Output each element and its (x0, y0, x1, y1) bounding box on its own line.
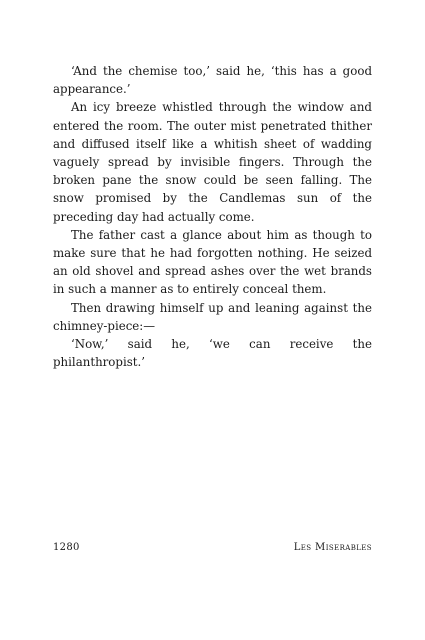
body-text (53, 62, 372, 371)
paragraph-5: ‘Now,’ said he, ‘we can receive the philanthropist.’ (53, 337, 372, 370)
paragraph-4: Then drawing himself up and leaning against the chimney-piece:— (53, 300, 372, 333)
paragraph-1: ‘And the chemise too,’ said he, ‘this has a good appearance.’ (53, 64, 372, 97)
paragraph-2: An icy breeze whistled through the window and entered the room. The outer mist penetrated thither and diffused itself like a whitish sheet of wadding vaguely spread by invisible fingers. Through the broken pane the snow could be seen falling. The snow promised by the Candlemas sun of the preceding day had actually come. (53, 100, 372, 224)
page-number: 1280 (53, 542, 80, 553)
running-head: Les Miserables (293, 542, 372, 553)
paragraph-3: The father cast a glance about him as though to make sure that he had forgotten nothing. He seized an old shovel and spread ashes over the wet brands in such a manner as to entirely conceal them. (53, 227, 372, 297)
